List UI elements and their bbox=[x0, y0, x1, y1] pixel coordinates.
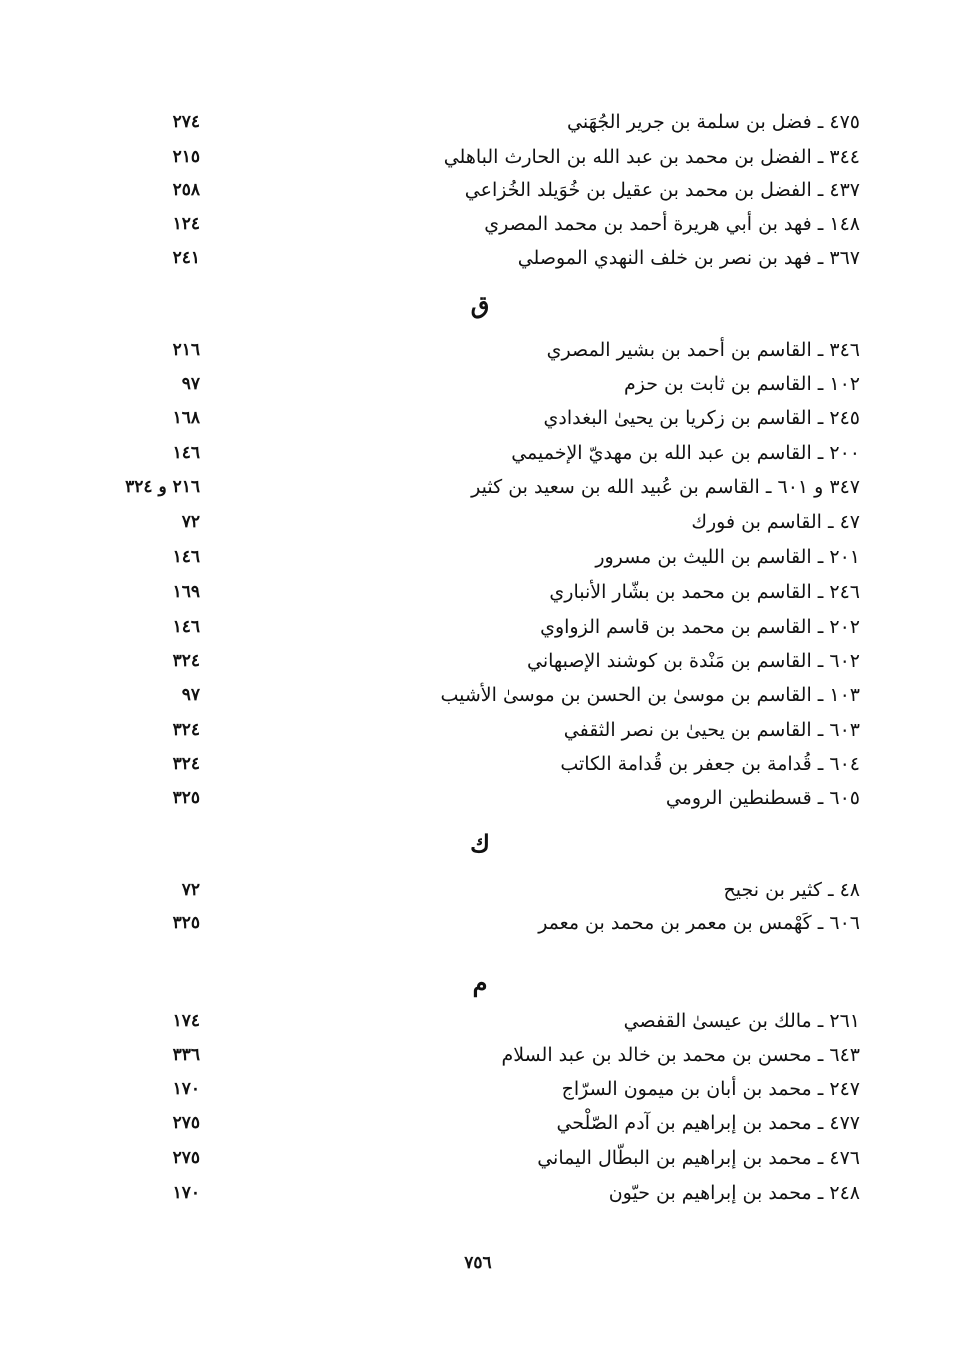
entry-page-ref: ١٤٦ bbox=[172, 443, 200, 463]
entry-page-ref: ١٧٠ bbox=[172, 1079, 200, 1099]
entry-page-ref: ٢١٥ bbox=[172, 147, 200, 167]
entry-name: ٦٠٦ ـ كَهْمس بن معمر بن محمد بن معمر bbox=[538, 912, 860, 934]
entry-page-ref: ١٤٦ bbox=[172, 547, 200, 567]
entry-page-ref: ٧٢ bbox=[181, 512, 200, 532]
entry-name: ٤٧ ـ القاسم بن فورك bbox=[691, 511, 860, 533]
entry-name: ٤٨ ـ كثير بن نجيح bbox=[723, 879, 860, 901]
entry-name: ٢٤٨ ـ محمد بن إبراهيم بن حيّون bbox=[608, 1182, 860, 1204]
entry-page-ref: ٣٢٤ bbox=[172, 651, 200, 671]
entry-name: ٣٤٧ و ٦٠١ ـ القاسم بن عُبيد الله بن سعيد بن كثير bbox=[471, 476, 860, 498]
entry-name: ٢٠٠ ـ القاسم بن عبد الله بن مهديّ الإخميمي bbox=[511, 442, 860, 464]
index-entry bbox=[60, 540, 860, 574]
entry-page-ref: ١٧٠ bbox=[172, 1183, 200, 1203]
entry-page-ref: ٣٢٤ bbox=[172, 720, 200, 740]
entry-page-ref: ١٤٦ bbox=[172, 617, 200, 637]
section-letter-heading: م bbox=[472, 968, 488, 997]
entry-name: ١٠٣ ـ القاسم بن موسىٰ بن الحسن بن موسىٰ الأشيب bbox=[440, 684, 860, 706]
entry-page-ref: ٩٧ bbox=[181, 685, 200, 705]
index-entry bbox=[60, 1004, 860, 1038]
entry-name: ٣٦٧ ـ فهد بن نصر بن خلف النهدي الموصلي bbox=[517, 247, 860, 269]
entry-name: ٤٧٧ ـ محمد بن إبراهيم بن آدم الصّلْحي bbox=[556, 1112, 860, 1134]
entry-page-ref: ٩٧ bbox=[181, 374, 200, 394]
entry-page-ref: ٣٣٦ bbox=[172, 1045, 200, 1065]
index-entry bbox=[60, 401, 860, 435]
section-letter-heading: ك bbox=[470, 829, 490, 858]
index-entry bbox=[60, 1072, 860, 1106]
entry-page-ref: ١٧٤ bbox=[172, 1011, 200, 1031]
entry-name: ٤٣٧ ـ الفضل بن محمد بن عقيل بن خُوَيلد الخُزاعي bbox=[464, 179, 860, 201]
entry-page-ref: ٢٥٨ bbox=[172, 180, 200, 200]
entry-page-ref: ١٢٤ bbox=[172, 214, 200, 234]
entry-page-ref: ٣٢٤ bbox=[172, 754, 200, 774]
entry-name: ٢٤٥ ـ القاسم بن زكريا بن يحيىٰ البغدادي bbox=[543, 407, 860, 429]
index-entry bbox=[60, 873, 860, 907]
entry-name: ٦٠٣ ـ القاسم بن يحيىٰ بن نصر الثقفي bbox=[563, 719, 860, 741]
index-entry bbox=[60, 906, 860, 940]
index-entry bbox=[60, 713, 860, 747]
index-entry bbox=[60, 747, 860, 781]
index-entry bbox=[60, 140, 860, 174]
index-entry bbox=[60, 610, 860, 644]
entry-page-ref: ٢١٦ bbox=[172, 340, 200, 360]
index-entry bbox=[60, 436, 860, 470]
entry-page-ref: ٢٧٥ bbox=[172, 1113, 200, 1133]
index-entry bbox=[60, 678, 860, 712]
index-entry bbox=[60, 1176, 860, 1210]
index-entry bbox=[60, 1038, 860, 1072]
entry-page-ref: ٢١٦ و ٣٢٤ bbox=[125, 477, 200, 497]
page-number: ٧٥٦ bbox=[464, 1253, 492, 1273]
index-entry bbox=[60, 367, 860, 401]
index-entry bbox=[60, 1141, 860, 1175]
index-entry bbox=[60, 207, 860, 241]
entry-page-ref: ٢٧٤ bbox=[172, 112, 200, 132]
entry-page-ref: ١٦٩ bbox=[172, 582, 200, 602]
entry-name: ٦٠٥ ـ قسطنطين الرومي bbox=[665, 787, 860, 809]
entry-name: ٣٤٤ ـ الفضل بن محمد بن عبد الله بن الحارث الباهلي bbox=[443, 146, 860, 168]
entry-name: ٢٤٧ ـ محمد بن أبان بن ميمون السرّاج bbox=[561, 1078, 860, 1100]
index-entry bbox=[60, 781, 860, 815]
index-entry bbox=[60, 173, 860, 207]
entry-page-ref: ٢٤١ bbox=[172, 248, 200, 268]
entry-name: ٦٠٤ ـ قُدامة بن جعفر بن قُدامة الكاتب bbox=[560, 753, 860, 775]
entry-page-ref: ١٦٨ bbox=[172, 408, 200, 428]
index-entry bbox=[60, 333, 860, 367]
entry-name: ٢٠١ ـ القاسم بن الليث بن مسرور bbox=[595, 546, 860, 568]
entry-name: ٢٠٢ ـ القاسم بن محمد بن قاسم الزواوي bbox=[540, 616, 860, 638]
entry-page-ref: ٢٧٥ bbox=[172, 1148, 200, 1168]
entry-name: ١٠٢ ـ القاسم بن ثابت بن حزم bbox=[624, 373, 860, 395]
entry-name: ٣٤٦ ـ القاسم بن أحمد بن بشير المصري bbox=[546, 339, 860, 361]
entry-name: ٤٧٦ ـ محمد بن إبراهيم بن البطّال اليماني bbox=[537, 1147, 860, 1169]
index-entry bbox=[60, 505, 860, 539]
index-entry bbox=[60, 575, 860, 609]
entry-page-ref: ٧٢ bbox=[181, 880, 200, 900]
index-entry bbox=[60, 1106, 860, 1140]
entry-page-ref: ٣٢٥ bbox=[172, 788, 200, 808]
index-entry bbox=[60, 470, 860, 504]
entry-name: ٦٤٣ ـ محسن بن محمد بن خالد بن عبد السلام bbox=[501, 1044, 860, 1066]
entry-name: ١٤٨ ـ فهد بن أبي هريرة أحمد بن محمد المصري bbox=[484, 213, 860, 235]
index-entry bbox=[60, 241, 860, 275]
entry-page-ref: ٣٢٥ bbox=[172, 913, 200, 933]
entry-name: ٤٧٥ ـ فضل بن سلمة بن جرير الجُهَني bbox=[567, 111, 860, 133]
index-entry bbox=[60, 644, 860, 678]
index-entry bbox=[60, 105, 860, 139]
entry-name: ٦٠٢ ـ القاسم بن مَنْدة بن كوشند الإصبهاني bbox=[527, 650, 860, 672]
section-letter-heading: ق bbox=[470, 290, 490, 319]
entry-name: ٢٦١ ـ مالك بن عيسىٰ القفصي bbox=[623, 1010, 860, 1032]
entry-name: ٢٤٦ ـ القاسم بن محمد بن بشّار الأنباري bbox=[549, 581, 860, 603]
